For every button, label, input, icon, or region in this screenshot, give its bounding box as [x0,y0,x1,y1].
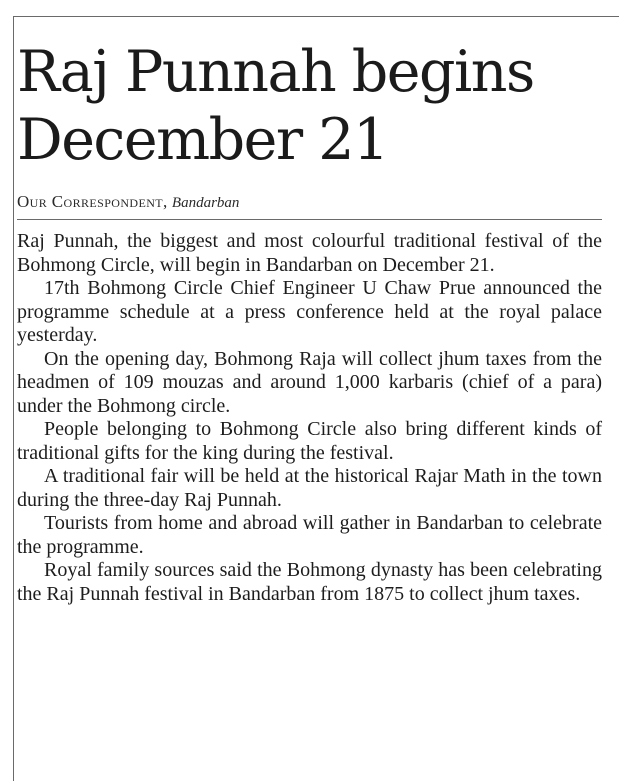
news-article [17,38,602,606]
top-column-rule [13,16,619,17]
paragraph: People belonging to Bohmong Circle also bring different kinds of traditional gifts for the king during the festival. [17,418,602,464]
paragraph: A traditional fair will be held at the historical Rajar Math in the town during the three-day Raj Punnah. [17,465,602,511]
headline: Raj Punnah begins December 21 [17,39,534,173]
left-column-rule [13,16,14,781]
byline-location: Bandarban [171,195,240,211]
article-body [17,230,602,606]
byline-divider [17,219,602,220]
paragraph: On the opening day, Bohmong Raja will collect jhum taxes from the headmen of 109 mouzas and around 1,000 karbaris (chief of a para) under the Bohmong circle. [17,347,602,417]
byline-author: Our Correspondent, [17,192,168,211]
paragraph: 17th Bohmong Circle Chief Engineer U Chaw Prue announced the programme schedule at a press conference held at the royal palace yesterday. [17,277,602,346]
paragraph: Raj Punnah, the biggest and most colourful traditional festival of the Bohmong Circle, will begin in Bandarban on December 21. [17,230,602,276]
byline [17,192,602,213]
paragraph: Royal family sources said the Bohmong dynasty has been celebrating the Raj Punnah festival in Bandarban from 1875 to collect jhum taxes. [17,559,602,605]
paragraph: Tourists from home and abroad will gather in Bandarban to celebrate the programme. [17,512,602,558]
